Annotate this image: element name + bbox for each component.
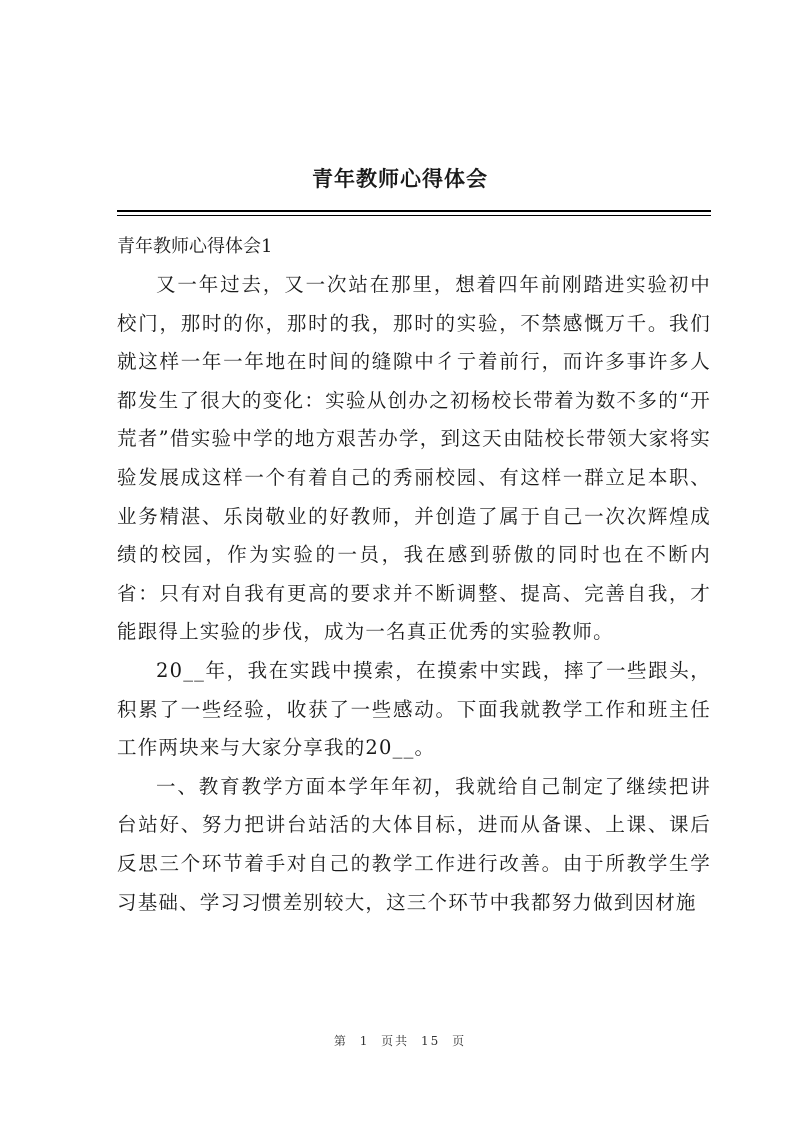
title-divider-thin — [117, 215, 711, 216]
paragraph: 又一年过去，又一次站在那里，想着四年前刚踏进实验初中校门，那时的你，那时的我，那时的实验，不禁感慨万千。我们就这样一年一年地在时间的缝隙中彳亍着前行，而许多事许多人都发生了很大的变化：实验从创办之初杨校长带着为数不多的“开荒者”借实验中学的地方艰苦办学，到这天由陆校长带领大家将实验发展成这样一个有着自己的秀丽校园、有这样一群立足本职、业务精湛、乐岗敬业的好教师，并创造了属于自己一次次辉煌成绩的校园，作为实验的一员，我在感到骄傲的同时也在不断内省：只有对自我有更高的要求并不断调整、提高、完善自我，才能跟得上实验的步伐，成为一名真正优秀的实验教师。 — [117, 273, 711, 644]
page-footer: 第 1 页共 15 页 — [333, 1034, 467, 1048]
document-body — [117, 228, 711, 922]
paragraph: 20__年，我在实践中摸索，在摸索中实践，摔了一些跟头，积累了一些经验，收获了一些感动。下面我就教学工作和班主任工作两块来与大家分享我的20__。 — [117, 658, 711, 760]
paragraph: 一、教育教学方面本学年年初，我就给自己制定了继续把讲台站好、努力把讲台站活的大体目标，进而从备课、上课、课后反思三个环节着手对自己的教学工作进行改善。由于所教学生学习基础、学习习惯差别较大，这三个环节中我都努力做到因材施 — [117, 774, 711, 914]
document-title: 青年教师心得体会 — [312, 166, 488, 191]
section-heading: 青年教师心得体会1 — [117, 236, 273, 257]
title-divider — [117, 210, 711, 212]
